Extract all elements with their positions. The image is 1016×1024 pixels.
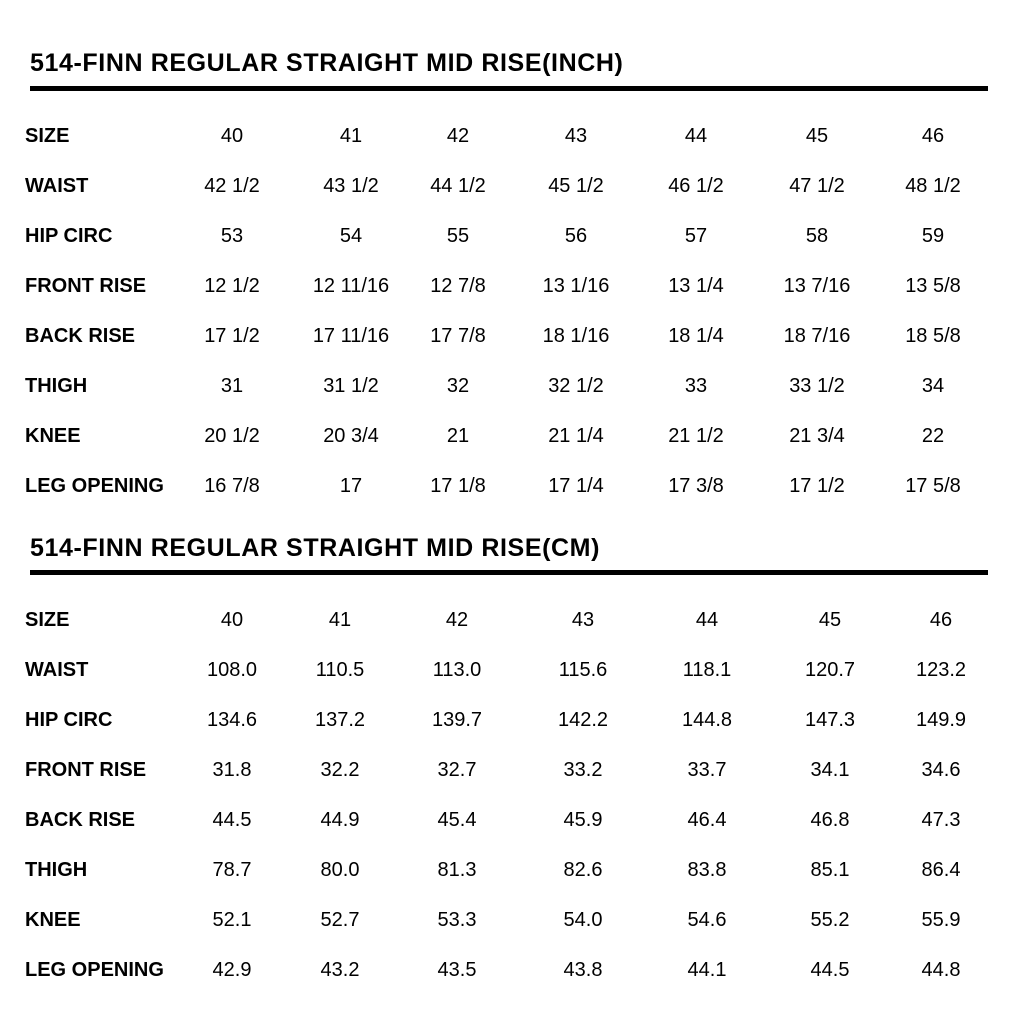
table-cell: 123.2 [915, 659, 967, 681]
table-cell: 44 [695, 609, 719, 631]
table-cell: 82.6 [563, 859, 603, 881]
table-cell: 16 7/8 [204, 475, 260, 497]
table-cell: 81.3 [437, 859, 477, 881]
table-cell: 34 [921, 375, 945, 397]
table-cell: 57 [684, 225, 708, 247]
row-label: HIP CIRC [25, 709, 113, 731]
table-cell: 18 1/16 [542, 325, 610, 347]
table-cell: 17 1/2 [204, 325, 260, 347]
inch-table-row [0, 273, 1016, 303]
table-cell: 85.1 [810, 859, 850, 881]
table-cell: 45 1/2 [548, 175, 604, 197]
table-cell: 44.5 [810, 959, 850, 981]
row-label: SIZE [25, 125, 70, 147]
row-label: FRONT RISE [25, 759, 147, 781]
table-cell: 43.2 [320, 959, 360, 981]
table-cell: 139.7 [431, 709, 483, 731]
cm-table-row [0, 657, 1016, 687]
table-cell: 32 1/2 [548, 375, 604, 397]
table-cell: 40 [220, 609, 244, 631]
table-cell: 40 [220, 125, 244, 147]
table-cell: 17 11/16 [312, 325, 390, 347]
row-label: KNEE [25, 909, 81, 931]
cm-table-row [0, 707, 1016, 737]
table-cell: 44 [684, 125, 708, 147]
table-cell: 21 1/4 [548, 425, 604, 447]
table-cell: 113.0 [432, 659, 482, 681]
row-label: KNEE [25, 425, 81, 447]
inch-table-row [0, 123, 1016, 153]
table-cell: 42 [446, 125, 470, 147]
table-cell: 17 [339, 475, 363, 497]
cm-table-row [0, 807, 1016, 837]
table-cell: 18 5/8 [905, 325, 961, 347]
table-cell: 43 1/2 [323, 175, 379, 197]
table-cell: 17 5/8 [905, 475, 961, 497]
table-cell: 45 [805, 125, 829, 147]
table-cell: 13 1/16 [542, 275, 610, 297]
inch-table-row [0, 323, 1016, 353]
table-cell: 33.7 [687, 759, 727, 781]
table-cell: 13 1/4 [668, 275, 724, 297]
cm-table-title: 514-FINN REGULAR STRAIGHT MID RISE(CM) [30, 534, 601, 562]
table-cell: 13 5/8 [905, 275, 961, 297]
table-cell: 52.7 [320, 909, 360, 931]
table-cell: 54.0 [563, 909, 603, 931]
table-cell: 33 [684, 375, 708, 397]
table-cell: 83.8 [687, 859, 727, 881]
row-label: WAIST [25, 175, 89, 197]
table-cell: 46 [929, 609, 953, 631]
row-label: LEG OPENING [25, 475, 164, 497]
table-cell: 44.9 [320, 809, 360, 831]
row-label: BACK RISE [25, 325, 136, 347]
row-label: BACK RISE [25, 809, 136, 831]
table-cell: 46 1/2 [668, 175, 724, 197]
table-cell: 110.5 [315, 659, 365, 681]
row-label: THIGH [25, 375, 88, 397]
table-cell: 33 1/2 [789, 375, 845, 397]
table-cell: 31 [220, 375, 244, 397]
table-cell: 54 [339, 225, 363, 247]
table-cell: 86.4 [921, 859, 961, 881]
inch-table-row [0, 373, 1016, 403]
table-cell: 21 [446, 425, 470, 447]
inch-table-title: 514-FINN REGULAR STRAIGHT MID RISE(INCH) [30, 49, 624, 77]
table-cell: 47 1/2 [789, 175, 845, 197]
table-cell: 12 11/16 [312, 275, 390, 297]
cm-table-row [0, 757, 1016, 787]
table-cell: 134.6 [206, 709, 258, 731]
table-cell: 55 [446, 225, 470, 247]
table-cell: 58 [805, 225, 829, 247]
row-label: LEG OPENING [25, 959, 164, 981]
table-cell: 52.1 [212, 909, 252, 931]
table-cell: 12 7/8 [430, 275, 486, 297]
table-cell: 46.4 [687, 809, 727, 831]
table-cell: 43.5 [437, 959, 477, 981]
table-cell: 17 7/8 [430, 325, 486, 347]
table-cell: 21 1/2 [668, 425, 724, 447]
table-cell: 44.1 [687, 959, 727, 981]
inch-table-row [0, 473, 1016, 503]
table-cell: 32.2 [320, 759, 360, 781]
table-cell: 46 [921, 125, 945, 147]
table-cell: 20 3/4 [323, 425, 379, 447]
table-cell: 45.9 [563, 809, 603, 831]
inch-table-row [0, 173, 1016, 203]
table-cell: 32 [446, 375, 470, 397]
table-cell: 31.8 [212, 759, 252, 781]
table-cell: 12 1/2 [204, 275, 260, 297]
table-cell: 34.6 [921, 759, 961, 781]
inch-table-row [0, 423, 1016, 453]
table-cell: 13 7/16 [783, 275, 851, 297]
row-label: SIZE [25, 609, 70, 631]
table-cell: 149.9 [915, 709, 967, 731]
table-cell: 22 [921, 425, 945, 447]
table-cell: 44.8 [921, 959, 961, 981]
table-cell: 78.7 [212, 859, 252, 881]
table-cell: 41 [339, 125, 363, 147]
row-label: FRONT RISE [25, 275, 147, 297]
cm-table-row [0, 857, 1016, 887]
table-cell: 33.2 [563, 759, 603, 781]
cm-table-row [0, 907, 1016, 937]
table-cell: 21 3/4 [789, 425, 845, 447]
table-cell: 144.8 [681, 709, 733, 731]
table-cell: 53 [220, 225, 244, 247]
row-label: THIGH [25, 859, 88, 881]
table-cell: 56 [564, 225, 588, 247]
table-cell: 34.1 [810, 759, 850, 781]
table-cell: 42 1/2 [204, 175, 260, 197]
table-cell: 137.2 [314, 709, 366, 731]
table-cell: 17 3/8 [668, 475, 724, 497]
table-cell: 43 [571, 609, 595, 631]
table-cell: 147.3 [804, 709, 856, 731]
table-cell: 53.3 [437, 909, 477, 931]
table-cell: 59 [921, 225, 945, 247]
table-cell: 115.6 [558, 659, 608, 681]
table-cell: 120.7 [804, 659, 856, 681]
table-cell: 142.2 [557, 709, 609, 731]
table-cell: 44.5 [212, 809, 252, 831]
table-cell: 31 1/2 [323, 375, 379, 397]
table-cell: 17 1/4 [548, 475, 604, 497]
inch-table-row [0, 223, 1016, 253]
table-cell: 55.9 [921, 909, 961, 931]
table-cell: 42.9 [212, 959, 252, 981]
table-cell: 43 [564, 125, 588, 147]
table-cell: 43.8 [563, 959, 603, 981]
cm-title-divider [30, 570, 988, 575]
table-cell: 55.2 [810, 909, 850, 931]
table-cell: 54.6 [687, 909, 727, 931]
table-cell: 42 [445, 609, 469, 631]
table-cell: 32.7 [437, 759, 477, 781]
table-cell: 48 1/2 [905, 175, 961, 197]
table-cell: 45 [818, 609, 842, 631]
inch-title-divider [30, 86, 988, 91]
table-cell: 118.1 [682, 659, 732, 681]
table-cell: 20 1/2 [204, 425, 260, 447]
cm-table-row [0, 607, 1016, 637]
table-cell: 80.0 [320, 859, 360, 881]
table-cell: 17 1/2 [789, 475, 845, 497]
table-cell: 47.3 [921, 809, 961, 831]
row-label: WAIST [25, 659, 89, 681]
table-cell: 44 1/2 [430, 175, 486, 197]
cm-table-row [0, 957, 1016, 987]
table-cell: 41 [328, 609, 352, 631]
table-cell: 18 1/4 [668, 325, 724, 347]
table-cell: 46.8 [810, 809, 850, 831]
table-cell: 108.0 [206, 659, 258, 681]
table-cell: 18 7/16 [783, 325, 851, 347]
table-cell: 45.4 [437, 809, 477, 831]
table-cell: 17 1/8 [430, 475, 486, 497]
row-label: HIP CIRC [25, 225, 113, 247]
